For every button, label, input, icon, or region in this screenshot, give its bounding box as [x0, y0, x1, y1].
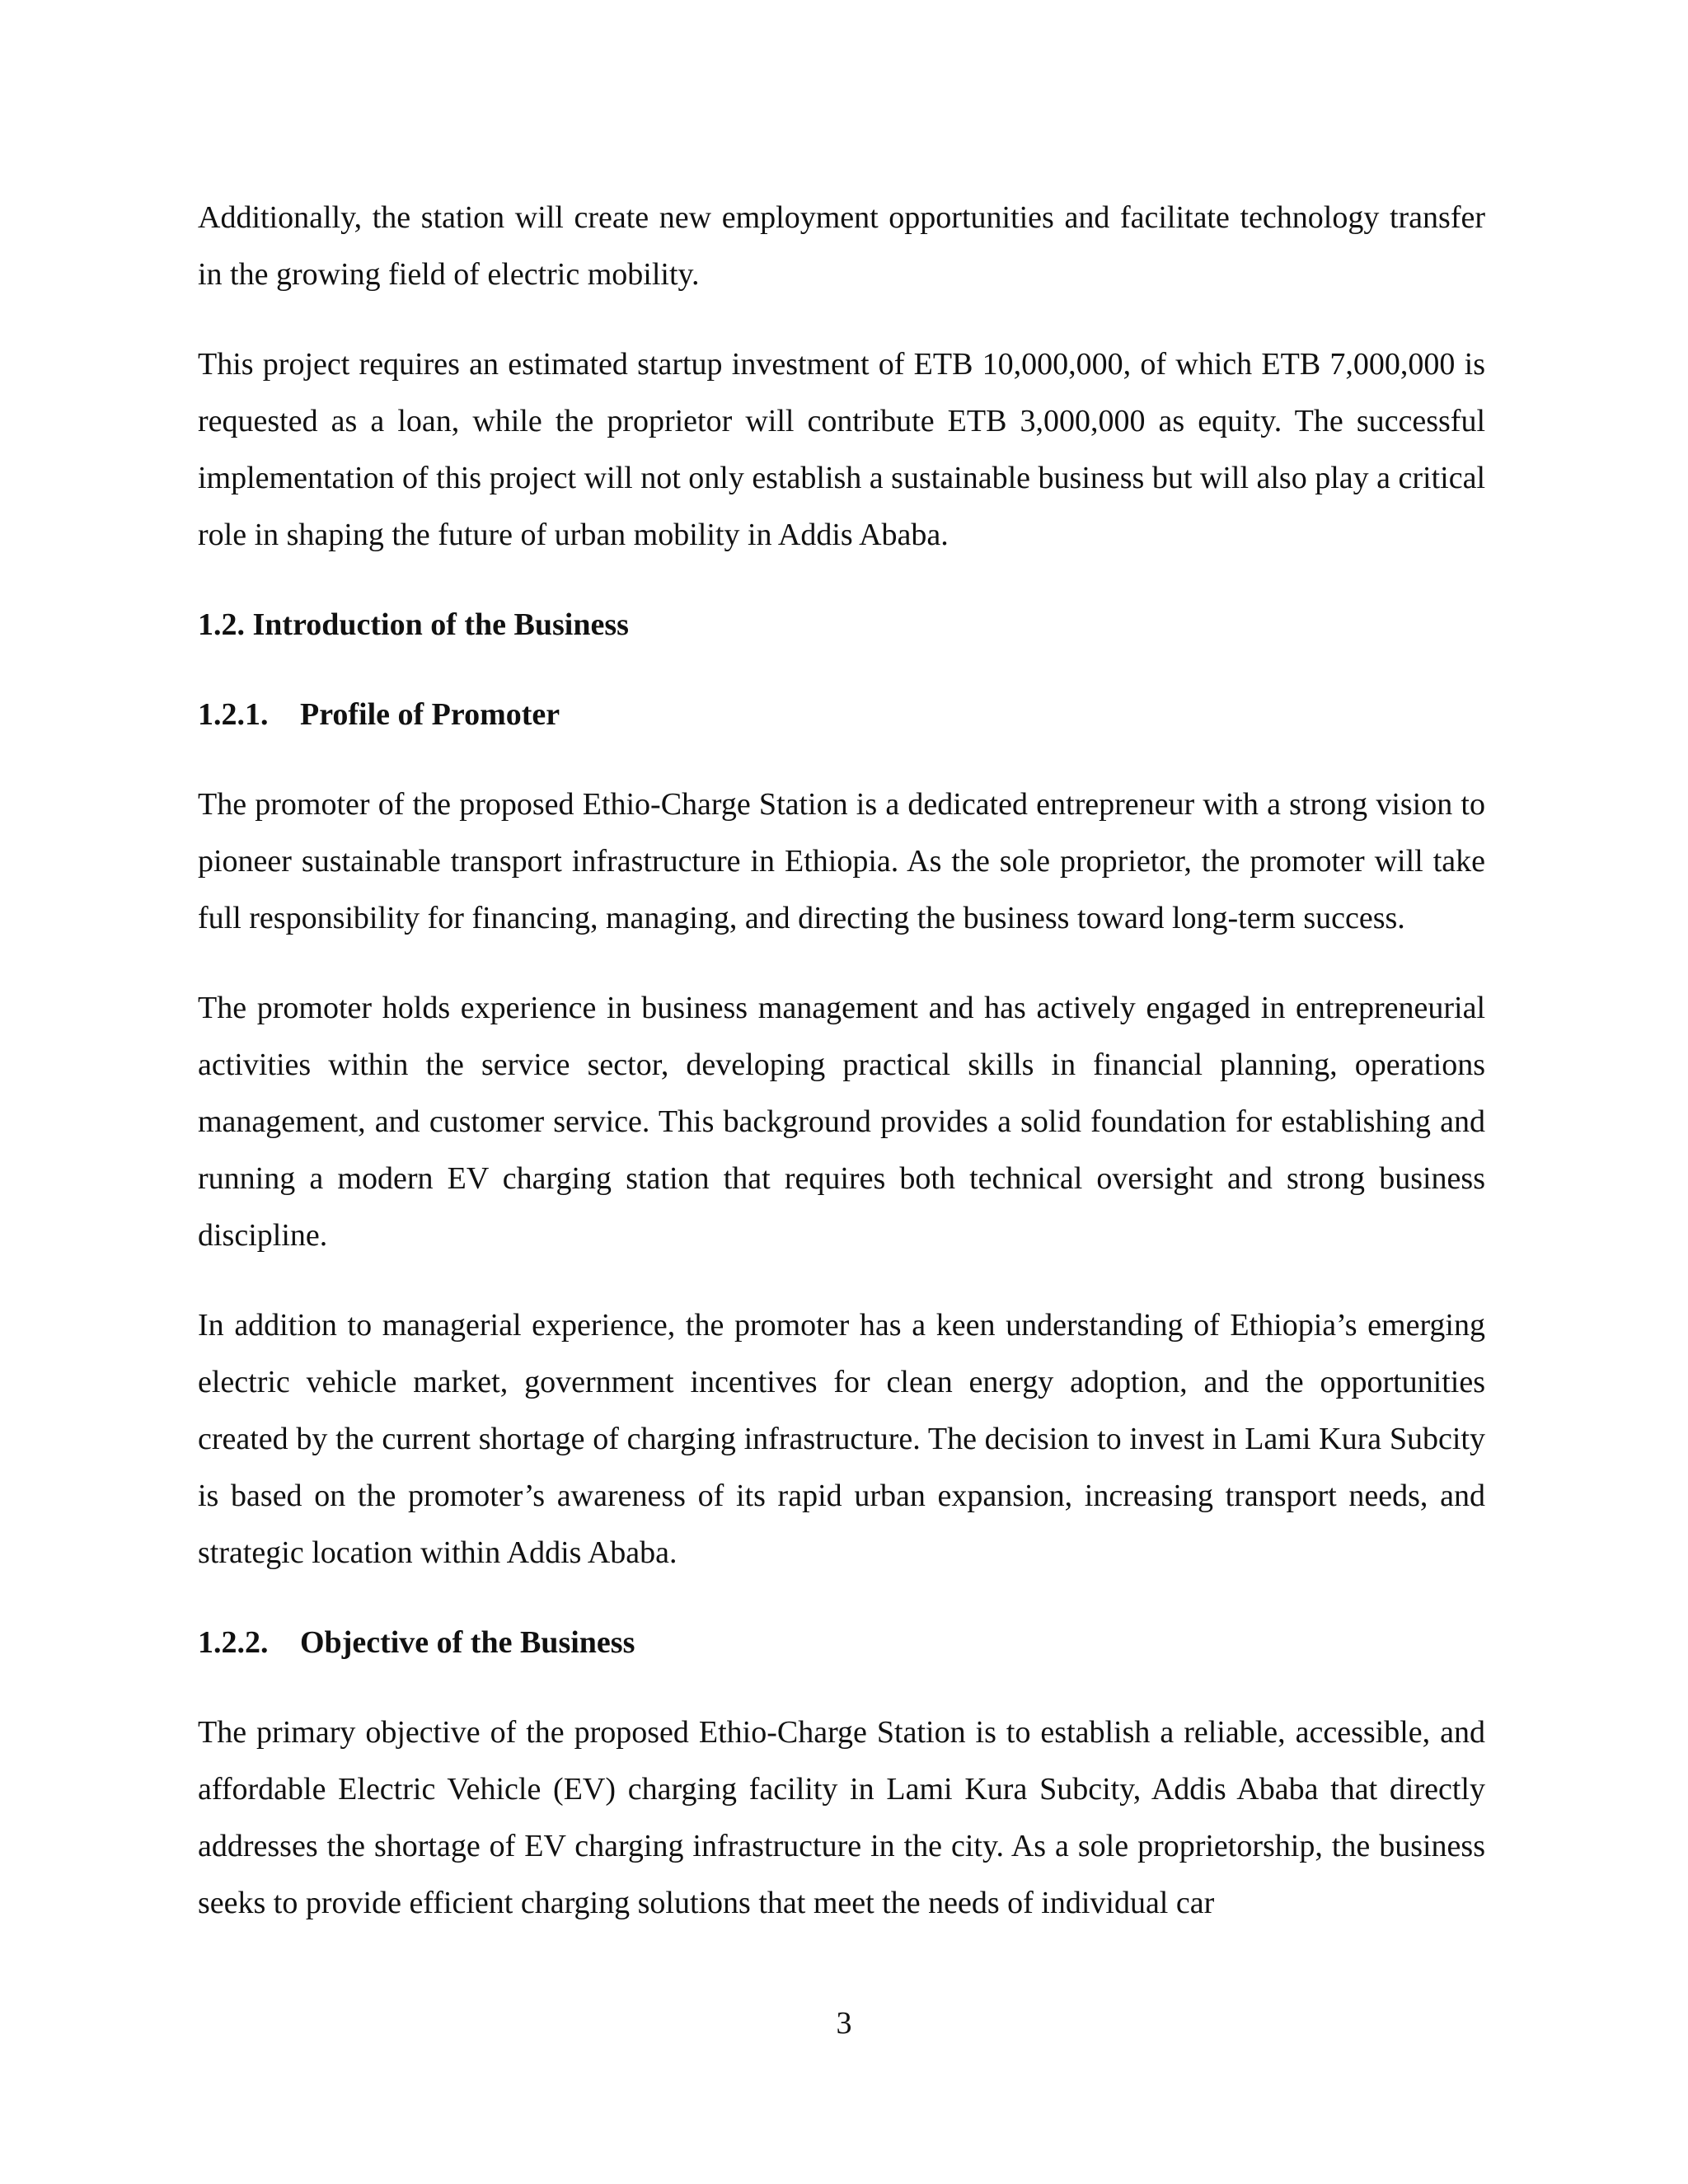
subsection-number: 1.2.2. [198, 1625, 269, 1660]
subsection-title: Profile of Promoter [300, 697, 560, 732]
paragraph-promoter-experience: The promoter holds experience in business management and has actively engaged in entrepreneurial activities within the service sector, developing practical skills in financial planning, operations management, and customer service. This background provides a solid foundation for establishing and running a modern EV charging station that requires both technical oversight and strong business discipline. [198, 991, 1485, 1253]
paragraph-promoter-vision: The promoter of the proposed Ethio-Charge Station is a dedicated entrepreneur with a strong vision to pioneer sustainable transport infrastructure in Ethiopia. As the sole proprietor, the promoter will take full responsibility for financing, managing, and directing the business toward long-term success. [198, 787, 1485, 935]
page-body [198, 190, 1485, 1965]
paragraph-objective: The primary objective of the proposed Ethio-Charge Station is to establish a reliable, accessible, and affordable Electric Vehicle (EV) charging facility in Lami Kura Subcity, Addis Ababa that directly addresses the shortage of EV charging infrastructure in the city. As a sole proprietorship, the business seeks to provide efficient charging solutions that meet the needs of individual car [198, 1715, 1485, 1920]
page-number: 3 [836, 2006, 852, 2041]
subsection-number: 1.2.1. [198, 697, 269, 732]
paragraph-employment: Additionally, the station will create new employment opportunities and facilitate technology transfer in the growing field of electric mobility. [198, 200, 1485, 292]
paragraph-investment: This project requires an estimated startup investment of ETB 10,000,000, of which ETB 7,000,000 is requested as a loan, while the proprietor will contribute ETB 3,000,000 as equity. The successful implementation of this project will not only establish a sustainable business but will also play a critical role in shaping the future of urban mobility in Addis Ababa. [198, 347, 1485, 552]
paragraph-promoter-market: In addition to managerial experience, the promoter has a keen understanding of Ethiopia’s emerging electric vehicle market, government incentives for clean energy adoption, and the opportunities created by the current shortage of charging infrastructure. The decision to invest in Lami Kura Subcity is based on the promoter’s awareness of its rapid urban expansion, increasing transport needs, and strategic location within Addis Ababa. [198, 1308, 1485, 1570]
section-heading-introduction: 1.2. Introduction of the Business [198, 607, 629, 642]
subsection-title: Objective of the Business [300, 1625, 635, 1660]
subsection-heading-profile [198, 687, 1485, 743]
subsection-heading-objective [198, 1615, 1485, 1671]
